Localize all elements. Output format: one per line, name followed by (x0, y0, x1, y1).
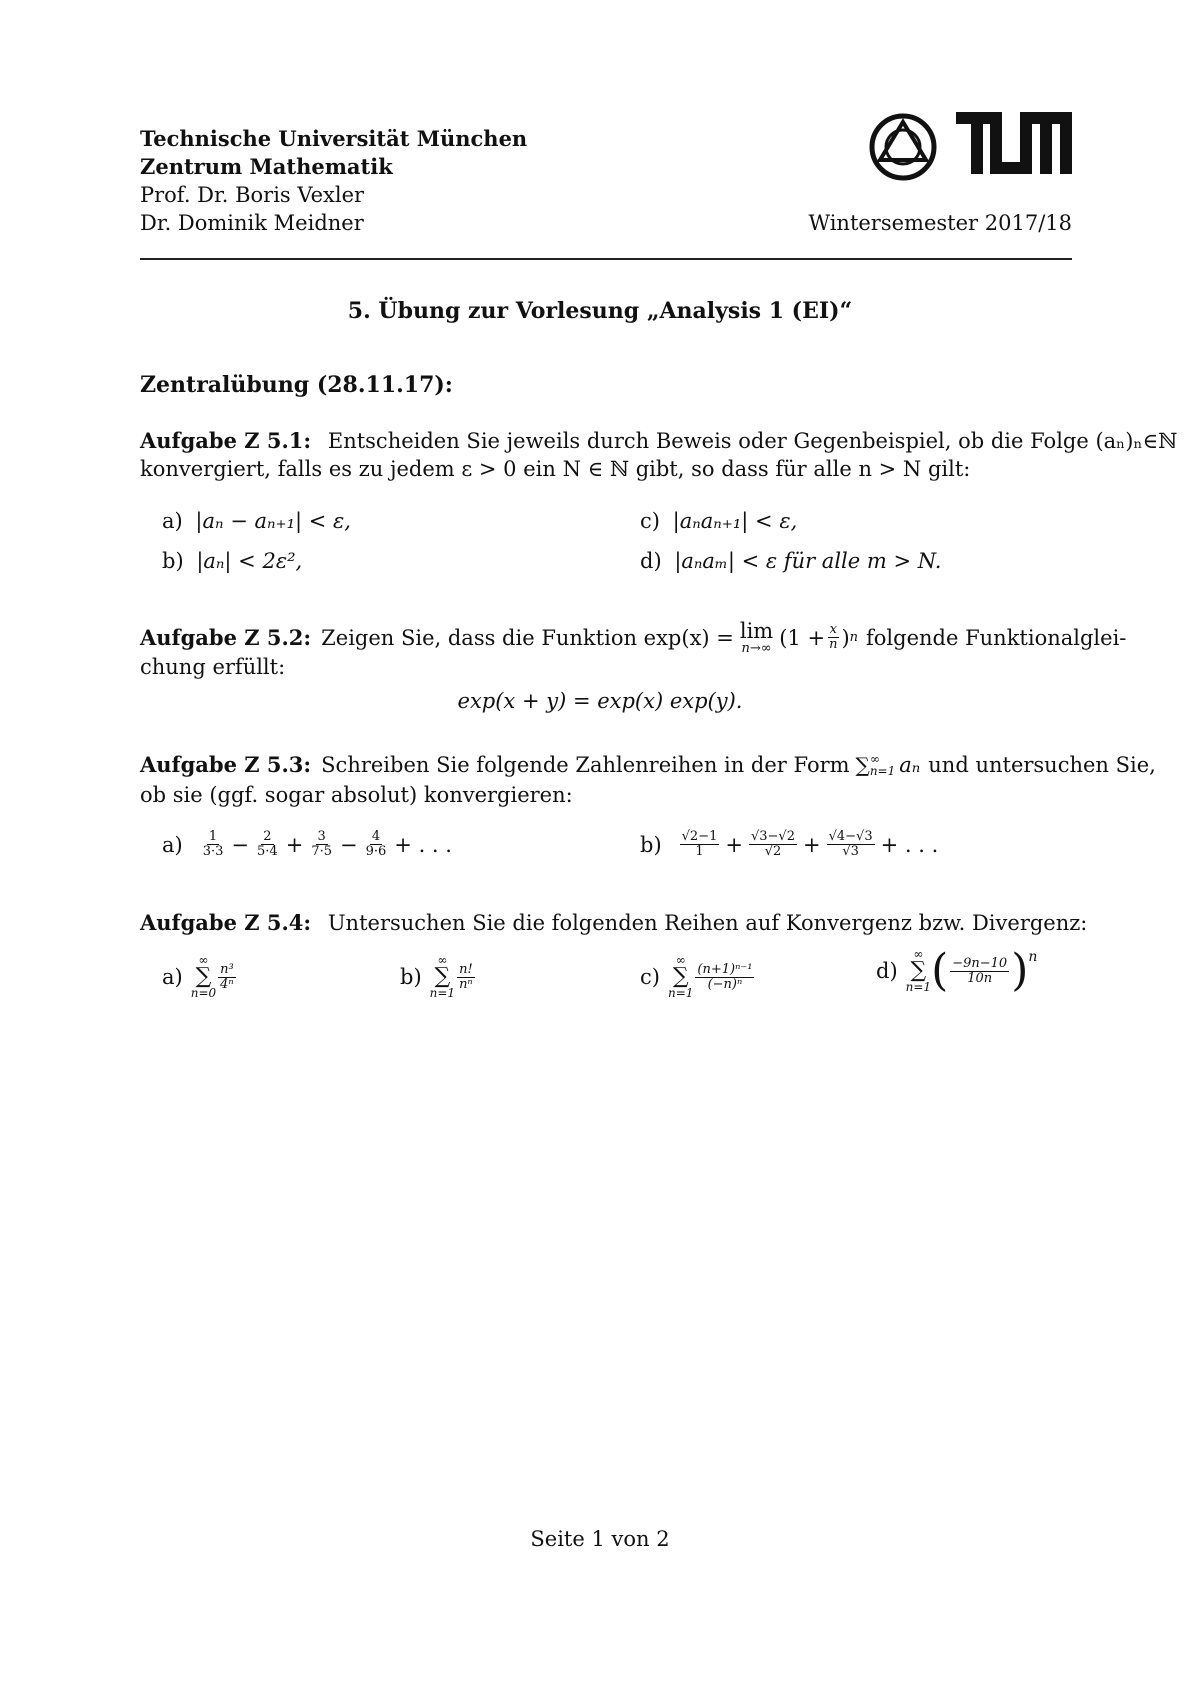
term-fraction (255, 830, 280, 859)
item-label: b) (640, 832, 662, 857)
sum-sup: ∞ (437, 953, 448, 967)
frac-den: √3 (842, 844, 859, 859)
sum-sup: ∞ (198, 953, 209, 967)
lim-subscript: n→∞ (741, 641, 772, 656)
item-label: a) (162, 965, 183, 989)
frac-den: 10n (967, 970, 993, 986)
frac-num: 4 (371, 829, 381, 844)
sum-sub: n=0 (190, 986, 217, 1000)
term-fraction (201, 830, 226, 859)
term-fraction (309, 830, 334, 859)
sheet-title: 5. Übung zur Vorlesung „Analysis 1 (EI)“ (347, 298, 853, 324)
series-tail: + . . . (880, 832, 939, 857)
term-op: − (340, 832, 358, 857)
frac-den: n (829, 637, 838, 652)
task-z53-item-b (640, 830, 942, 859)
frac-den: 9·6 (365, 844, 387, 859)
task-z52-line2: chung erfüllt: (140, 655, 286, 679)
sum-operator (430, 954, 455, 1000)
header-divider (140, 258, 1072, 260)
item-expr: |aₙ| < 2ε², (196, 549, 303, 573)
frac-den: 4ⁿ (220, 976, 234, 992)
frac-num: −9n−10 (952, 955, 1008, 971)
paren-open: (1 + (779, 625, 826, 650)
item-expr: |aₙaₘ| < ε für alle m > N. (674, 549, 942, 573)
section-heading: Zentralübung (28.11.17): (140, 372, 453, 398)
item-label: a) (162, 832, 183, 857)
sum-operator (906, 948, 931, 994)
frac-num: √4−√3 (828, 829, 873, 844)
frac-num: 1 (208, 829, 218, 844)
series-tail: + . . . (394, 832, 452, 857)
sum-sigma: ∑ (855, 753, 870, 777)
term-fraction (680, 830, 720, 859)
task-z54-label: Aufgabe Z 5.4: (140, 910, 312, 935)
task-z51-label: Aufgabe Z 5.1: (140, 428, 312, 453)
paren-close: ) (841, 625, 850, 650)
big-paren-open: ( (931, 945, 949, 996)
exponent: n (849, 629, 859, 645)
item-label: c) (640, 509, 660, 533)
sigma-icon: ∑ (910, 958, 927, 983)
term-fraction (950, 957, 1009, 986)
frac-num: 2 (263, 829, 272, 844)
term-fraction (364, 830, 389, 859)
item-expr: |aₙaₙ₊₁| < ε, (672, 509, 798, 533)
task-z54-item-a (162, 954, 238, 1000)
task-z52-line1 (140, 620, 1126, 655)
task-z51-item-d (640, 548, 941, 574)
tum-logo-icon (956, 112, 1072, 176)
task-z51-item-b (162, 548, 302, 574)
frac-den: (−n)ⁿ (707, 976, 743, 992)
frac-den: 3·3 (202, 844, 224, 859)
frac-den: 7·5 (311, 844, 332, 859)
task-z54-item-c (640, 954, 756, 1000)
sum-limits (870, 753, 895, 777)
term-op: + (802, 832, 821, 857)
frac-num: x (829, 622, 837, 637)
term-op: − (231, 832, 250, 857)
frac-den: √2 (764, 844, 782, 859)
frac-num: 3 (317, 829, 326, 844)
term-fraction (457, 963, 475, 992)
sum-sub: n=1 (429, 986, 456, 1000)
task-z54-item-b (400, 954, 477, 1000)
task-z53-text-start: Schreiben Sie folgende Zahlenreihen in der Form (321, 753, 850, 777)
series-b-terms (670, 830, 943, 859)
sigma-icon: ∑ (195, 964, 212, 989)
frac-num: n³ (220, 961, 234, 977)
header-center: Zentrum Mathematik (140, 154, 393, 179)
item-label: a) (162, 509, 183, 533)
sum-sub: n=1 (869, 764, 896, 778)
item-label: d) (876, 959, 898, 983)
item-expr: |aₙ − aₙ₊₁| < ε, (195, 509, 351, 533)
header-semester: Wintersemester 2017/18 (808, 211, 1072, 235)
limit-operator (740, 620, 773, 655)
item-label: b) (162, 549, 184, 573)
term-fraction (827, 830, 875, 859)
sum-term: aₙ (899, 753, 921, 777)
header-dr: Dr. Dominik Meidner (140, 211, 364, 235)
task-z52-text-end: folgende Funktionalglei- (866, 625, 1127, 650)
frac-num: n! (459, 961, 473, 977)
task-z51-item-a (162, 508, 351, 534)
sigma-icon: ∑ (672, 964, 689, 989)
frac-num: √3−√2 (750, 829, 795, 844)
task-z53-text-end: und untersuchen Sie, (928, 753, 1156, 777)
task-z51-line1 (140, 428, 1177, 454)
sum-operator (668, 954, 693, 1000)
task-z52-equation: exp(x + y) = exp(x) exp(y). (457, 689, 743, 713)
sum-sup: ∞ (869, 752, 880, 766)
frac-den: 1 (695, 844, 704, 859)
item-label: b) (400, 965, 422, 989)
task-z52-text-start: Zeigen Sie, dass die Funktion exp(x) = (321, 625, 734, 650)
item-label: c) (640, 965, 660, 989)
task-z51-line2: konvergiert, falls es zu jedem ε > 0 ein N ∈ ℕ gibt, so dass für alle n > N gilt: (140, 457, 971, 481)
frac-den: nⁿ (459, 976, 473, 992)
task-z53-line2: ob sie (ggf. sogar absolut) konvergieren: (140, 783, 573, 807)
math-seal-logo-icon (868, 112, 938, 182)
series-a-terms (191, 830, 456, 859)
sigma-icon: ∑ (434, 964, 451, 989)
term-op: + (725, 832, 743, 857)
task-z53-line1 (140, 752, 1156, 778)
task-z52-label: Aufgabe Z 5.2: (140, 624, 312, 650)
task-z54-item-d (876, 945, 1038, 996)
frac-den: 5·4 (257, 844, 278, 859)
task-z51-item-c (640, 508, 797, 534)
task-z51-text1: Entscheiden Sie jeweils durch Beweis oder Gegenbeispiel, ob die Folge (aₙ)ₙ∈ℕ (327, 429, 1178, 453)
exponent: n (1028, 949, 1038, 965)
task-z54-text: Untersuchen Sie die folgenden Reihen auf Konvergenz bzw. Divergenz: (327, 911, 1088, 935)
term-fraction (218, 963, 236, 992)
sum-sub: n=1 (667, 986, 694, 1000)
term-fraction (749, 830, 797, 859)
task-z53-item-a (162, 830, 456, 859)
term-fraction (695, 963, 754, 992)
task-z54-line1 (140, 910, 1087, 936)
sum-sup: ∞ (675, 953, 686, 967)
header-university: Technische Universität München (140, 126, 528, 151)
task-z53-label: Aufgabe Z 5.3: (140, 752, 312, 777)
sum-sub: n=1 (905, 980, 932, 994)
sum-operator (191, 954, 216, 1000)
header-prof: Prof. Dr. Boris Vexler (140, 183, 365, 207)
frac-num: √2−1 (681, 829, 718, 844)
item-label: d) (640, 549, 662, 573)
sum-sup: ∞ (913, 947, 924, 961)
lim-label: lim (739, 619, 774, 643)
fraction-x-over-n (827, 623, 839, 652)
big-paren-close: ) (1011, 945, 1029, 996)
frac-num: (n+1)ⁿ⁻¹ (697, 961, 753, 977)
page-footer: Seite 1 von 2 (530, 1527, 670, 1551)
term-op: + (285, 832, 304, 857)
